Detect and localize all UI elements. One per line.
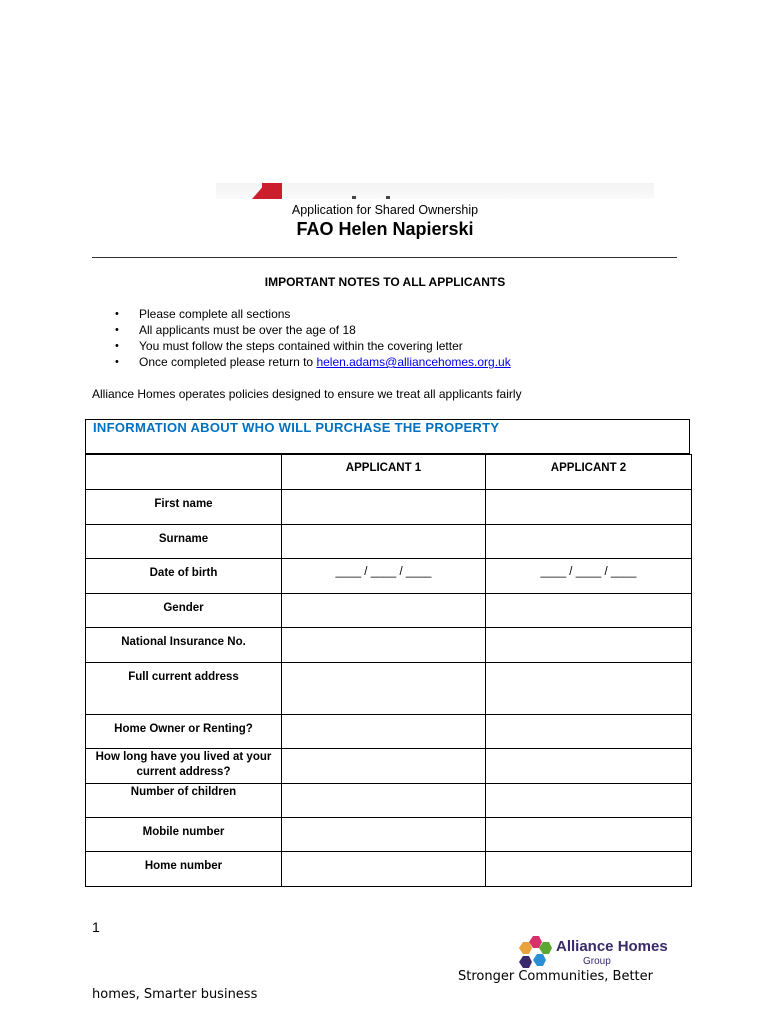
gender-applicant-2-field[interactable] bbox=[486, 594, 692, 628]
address-applicant-2-field[interactable] bbox=[486, 663, 692, 715]
list-item bbox=[92, 338, 511, 354]
dob-applicant-1-field[interactable]: ____ / ____ / ____ bbox=[282, 559, 486, 594]
note-text: You must follow the steps contained within the covering letter bbox=[139, 339, 463, 353]
footer-tagline-line-2: homes, Smarter business bbox=[92, 987, 258, 1002]
bullet-icon: • bbox=[115, 356, 119, 368]
document-title: FAO Helen Napierski bbox=[296, 219, 474, 239]
bullet-icon: • bbox=[115, 308, 119, 320]
header-cell-blank bbox=[86, 455, 282, 490]
table-row bbox=[86, 594, 692, 628]
alliance-homes-logo bbox=[513, 934, 683, 970]
document-subtitle: Application for Shared Ownership bbox=[291, 203, 479, 217]
policy-statement: Alliance Homes operates policies designed to ensure we treat all applicants fairly bbox=[92, 387, 522, 401]
logo-sub-text: Group bbox=[583, 956, 611, 967]
notes-list bbox=[92, 306, 511, 370]
table-row bbox=[86, 663, 692, 715]
list-item bbox=[92, 354, 511, 370]
logo-fragment bbox=[352, 196, 356, 199]
row-label-first-name: First name bbox=[86, 490, 282, 525]
time-at-address-applicant-2-field[interactable] bbox=[486, 749, 692, 784]
dob-applicant-2-field[interactable]: ____ / ____ / ____ bbox=[486, 559, 692, 594]
table-row bbox=[86, 628, 692, 663]
table-row bbox=[86, 715, 692, 749]
ni-applicant-1-field[interactable] bbox=[282, 628, 486, 663]
children-applicant-1-field[interactable] bbox=[282, 784, 486, 818]
table-row bbox=[86, 818, 692, 852]
bullet-icon: • bbox=[115, 324, 119, 336]
footer-tagline-line-1: Stronger Communities, Better bbox=[458, 969, 653, 984]
section-heading: INFORMATION ABOUT WHO WILL PURCHASE THE PROPERTY bbox=[93, 420, 500, 435]
row-label-gender: Gender bbox=[86, 594, 282, 628]
row-label-owner-or-renting: Home Owner or Renting? bbox=[86, 715, 282, 749]
logo-fragment bbox=[386, 196, 390, 199]
header-applicant-1: APPLICANT 1 bbox=[282, 455, 486, 490]
table-header-row bbox=[86, 455, 692, 490]
mobile-applicant-1-field[interactable] bbox=[282, 818, 486, 852]
row-label-mobile-number: Mobile number bbox=[86, 818, 282, 852]
table-row bbox=[86, 490, 692, 525]
ni-applicant-2-field[interactable] bbox=[486, 628, 692, 663]
table-row bbox=[86, 852, 692, 887]
page-number: 1 bbox=[92, 919, 100, 935]
row-label-current-address: Full current address bbox=[86, 663, 282, 715]
row-label-number-of-children: Number of children bbox=[86, 784, 282, 818]
list-item bbox=[92, 322, 511, 338]
logo-name-text: Alliance Homes bbox=[556, 938, 668, 955]
note-text: Once completed please return to bbox=[139, 355, 317, 369]
row-label-home-number: Home number bbox=[86, 852, 282, 887]
notes-heading: IMPORTANT NOTES TO ALL APPLICANTS bbox=[264, 275, 506, 289]
row-label-time-at-address: How long have you lived at your current address? bbox=[86, 749, 282, 784]
home-number-applicant-1-field[interactable] bbox=[282, 852, 486, 887]
row-label-date-of-birth: Date of birth bbox=[86, 559, 282, 594]
home-number-applicant-2-field[interactable] bbox=[486, 852, 692, 887]
bullet-icon: • bbox=[115, 340, 119, 352]
address-applicant-1-field[interactable] bbox=[282, 663, 486, 715]
note-text: All applicants must be over the age of 18 bbox=[139, 323, 356, 337]
tenure-applicant-1-field[interactable] bbox=[282, 715, 486, 749]
surname-applicant-2-field[interactable] bbox=[486, 525, 692, 559]
header-applicant-2: APPLICANT 2 bbox=[486, 455, 692, 490]
surname-applicant-1-field[interactable] bbox=[282, 525, 486, 559]
table-row bbox=[86, 784, 692, 818]
applicant-table bbox=[85, 454, 692, 887]
first-name-applicant-1-field[interactable] bbox=[282, 490, 486, 525]
mobile-applicant-2-field[interactable] bbox=[486, 818, 692, 852]
row-label-national-insurance: National Insurance No. bbox=[86, 628, 282, 663]
time-at-address-applicant-1-field[interactable] bbox=[282, 749, 486, 784]
children-applicant-2-field[interactable] bbox=[486, 784, 692, 818]
roof-logo-block bbox=[262, 183, 282, 199]
tenure-applicant-2-field[interactable] bbox=[486, 715, 692, 749]
table-row bbox=[86, 559, 692, 594]
note-text: Please complete all sections bbox=[139, 307, 291, 321]
first-name-applicant-2-field[interactable] bbox=[486, 490, 692, 525]
list-item bbox=[92, 306, 511, 322]
gender-applicant-1-field[interactable] bbox=[282, 594, 486, 628]
table-row bbox=[86, 749, 692, 784]
divider bbox=[92, 257, 677, 258]
row-label-surname: Surname bbox=[86, 525, 282, 559]
table-row bbox=[86, 525, 692, 559]
return-email-link[interactable]: helen.adams@alliancehomes.org.uk bbox=[316, 355, 511, 369]
